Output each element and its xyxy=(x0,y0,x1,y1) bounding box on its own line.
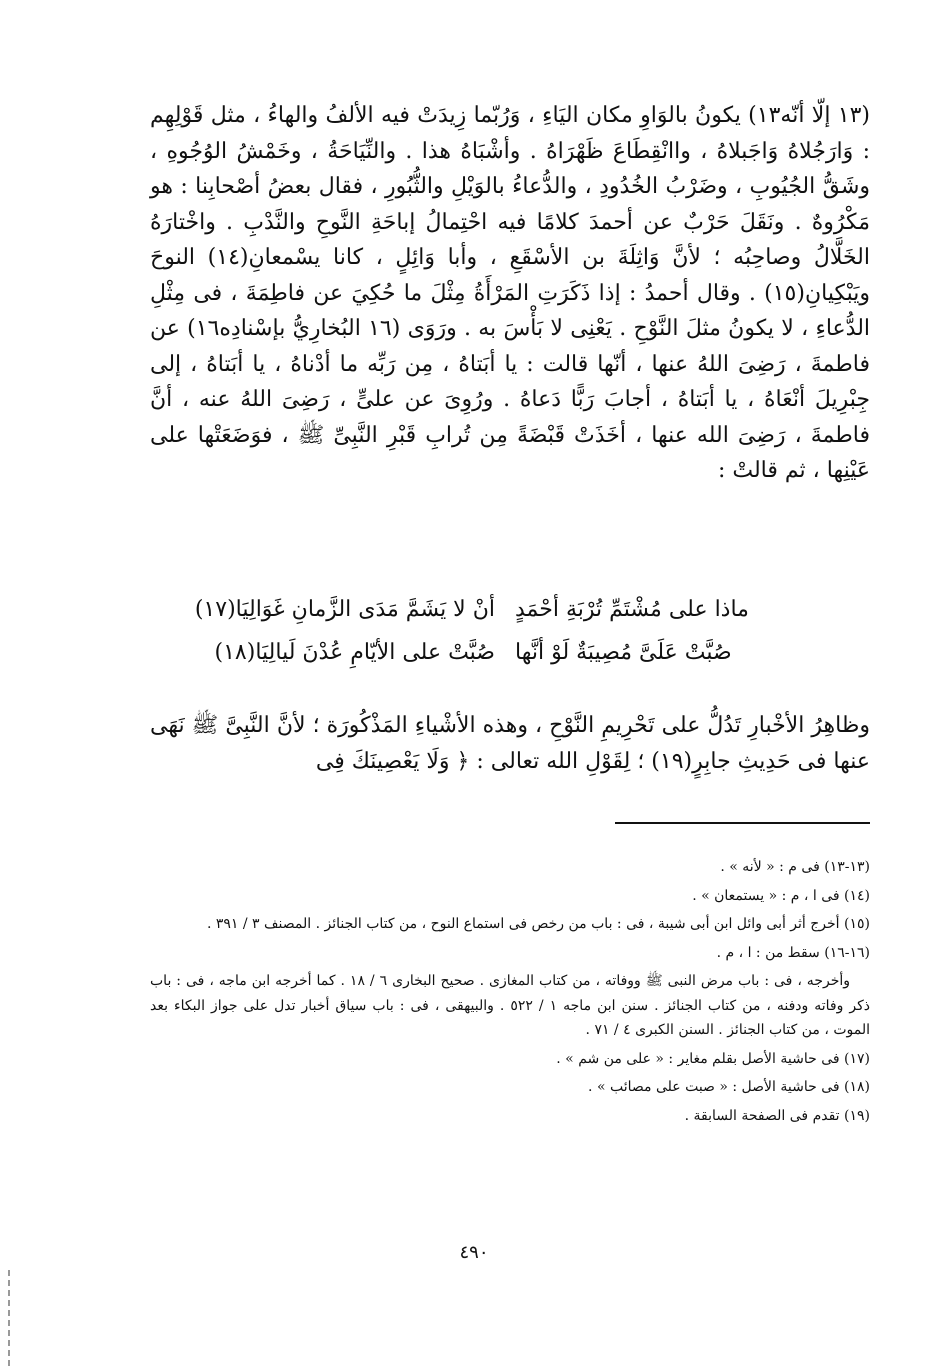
verse-line-1 xyxy=(150,597,870,633)
footnote-15: (١٥) أخرج أثر أبى وائل ابن أبى شيبة ، فى : باب من رخص فى استماع النوح ، من كتاب الجنائز . المصنف ٣ / ٣٩١ . xyxy=(206,916,870,932)
verse-line-2 xyxy=(150,640,870,676)
verse-1-second-hemistich: أنْ لا يَشَمَّ مَدَى الزَّمانِ غَوَالِيَا(١٧) xyxy=(194,597,495,622)
verse-1-first-hemistich: ماذا على مُشْتَمِّ تُرْبَةِ أحْمَدٍ xyxy=(515,597,749,622)
page-edge-mark xyxy=(8,1270,12,1366)
main-paragraph-1: (١٣ إلّا أنّه١٣) يكونُ بالوَاوِ مكان اليَاءِ ، وَرُبّما زِيدَتْ فيه الألفُ والهاءُ ، مثل قَوْلِهِم : وَارَجُلاهُ وَاجَبلاهُ ، واانْقِطَاعَ ظَهْرَاهُ . وأشْبَاهُ هذا . والنِّيَاحَةُ ، وخَمْشُ الوُجُوهِ ، وشَقُّ الجُيُوبِ ، وضَرْبُ الخُدُودِ ، والدُّعاءُ بالوَيْلِ والثُّبُورِ ، فقال بعضُ أصْحابِنا : هو مَكْرُوهٌ . ونَقَلَ حَرْبٌ عن أحمدَ كلامًا فيه احْتِمالُ إباحَةِ النَّوحِ والنَّدْبِ . واخْتارَهُ الخَلَّالُ وصاحِبُه ؛ لأنَّ وَاثِلَةَ بن الأسْقَعِ ، وأبا وَائِلٍ ، كانا يسْمعانِ(١٤) النوحَ ويَبْكِيانِ(١٥) . وقال أحمدُ : إذا ذَكَرَتِ المَرْأَةُ مِثْلَ ما حُكِيَ عن فاطِمَةَ ، فى مِثْلِ الدُّعاءِ ، لا يكونُ مثلَ النَّوْحِ . يَعْنِى لا بَأْسَ به . ورَوَى (١٦ البُخارِيُّ بإسْنادِه١٦) عن فاطمةَ ، رَضِىَ اللهُ عنها ، أنّها قالت : يا أبَتاهُ ، مِن رَبِّه ما أدْناهُ ، يا أبَتاهُ ، إلى جِبْرِيلَ أنْعَاهُ ، يا أبَتاهُ ، أجابَ رَبًّا دَعاهُ . ورُوِىَ عن علىٍّ ، رَضِىَ اللهُ عنه ، أنَّ فاطمةَ ، رَضِىَ الله عنها ، أخَذَتْ قَبْضَةً مِن تُرابِ قَبْرِ النَّبِىِّ ﷺ ، فوَضَعَتْها على عَيْنِها ، ثم قالتْ : xyxy=(150,103,871,483)
footnote-17: (١٧) فى حاشية الأصل بقلم مغاير : « على من شم » . xyxy=(556,1050,870,1067)
main-text-block-2 xyxy=(150,686,870,801)
footnote-13: (١٣-١٣) فى م : « لأنه » . xyxy=(720,859,870,875)
footnote-18: (١٨) فى حاشية الأصل : « صبت على مصائب » . xyxy=(588,1079,870,1095)
footnote-19: (١٩) تقدم فى الصفحة السابقة . xyxy=(684,1107,870,1124)
verse-2-first-hemistich: صُبَّتْ عَلَىَّ مُصِيبَةٌ لَوْ أنَّها xyxy=(515,640,732,665)
verse-2-second-hemistich: صُبَّتْ على الأيّامِ عُدْنَ لَيالِيَا(١٨) xyxy=(214,640,495,665)
footnote-16-continued: وأخرجه ، فى : باب مرض النبى ﷺ ووفاته ، من كتاب المغازى . صحيح البخارى ٦ / ١٨ . كما أخرجه ابن ماجه ، فى : باب ذكر وفاته ودفنه ، من كتاب الجنائز . سنن ابن ماجه ١ / ٥٢٢ . والبيهقى ، فى : باب سياق أخبار تدل على جواز البكاء بعد الموت ، من كتاب الجنائز . السنن الكبرى ٤ / ٧١ . xyxy=(150,973,871,1038)
footnote-separator xyxy=(615,822,870,824)
page-number: ٤٩٠ xyxy=(459,1242,489,1263)
footnote-14: (١٤) فى ا ، م : « يستمعان » . xyxy=(692,887,870,904)
footnotes xyxy=(150,855,870,1132)
main-paragraph-2: وظاهِرُ الأخْبارِ تَدُلُّ على تَحْرِيمِ النَّوْحِ ، وهذه الأشْياءِ المَذْكُورَة ؛ لأنَّ النَّبِىَّ ﷺ نَهَى عنها فى حَدِيثِ جابِرٍ(١٩) ؛ لِقَوْلِ الله تعالى : ﴿ وَلَا يَعْصِينَكَ فِى xyxy=(150,713,870,774)
footnote-16: (١٦-١٦) سقط من : ا ، م . xyxy=(716,944,870,961)
main-text-block xyxy=(150,98,870,489)
